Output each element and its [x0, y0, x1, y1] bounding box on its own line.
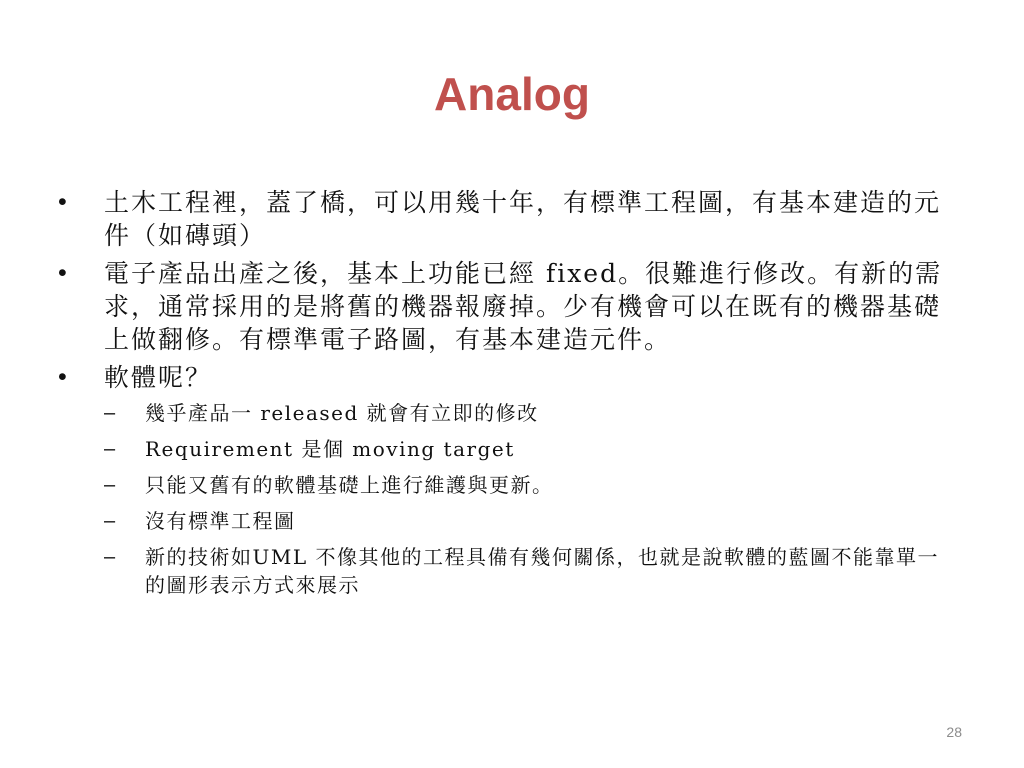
sub-bullet-marker: –: [104, 438, 117, 460]
sub-bullet-item: [104, 435, 958, 463]
sub-bullet-item: [104, 507, 958, 535]
sub-bullet-marker: –: [104, 510, 117, 532]
bullet-text: 土木工程裡，蓋了橋，可以用幾十年，有標準工程圖，有基本建造的元件（如磚頭）: [104, 188, 942, 250]
bullet-item: [58, 257, 958, 356]
slide-content: [58, 186, 958, 607]
bullet-item: [58, 361, 958, 394]
sub-bullet-marker: –: [104, 546, 117, 568]
page-number: 28: [946, 724, 962, 740]
sub-bullet-text: 只能又舊有的軟體基礎上進行維護與更新。: [145, 473, 554, 497]
sub-bullet-item: [104, 399, 958, 427]
sub-bullet-marker: –: [104, 402, 117, 424]
sub-bullet-item: [104, 471, 958, 499]
bullet-item: [58, 186, 958, 252]
bullet-text: 軟體呢？: [104, 363, 213, 392]
sub-bullet-text: Requirement 是個 moving target: [145, 437, 515, 461]
bullet-marker: •: [58, 363, 69, 391]
sub-bullet-text: 幾乎產品一 released 就會有立即的修改: [145, 401, 539, 425]
slide-title: Analog: [434, 68, 590, 120]
bullet-marker: •: [58, 188, 69, 216]
sub-bullet-text: 新的技術如UML 不像其他的工程具備有幾何關係，也就是說軟體的藍圖不能靠單一的圖形表示方式來展示: [145, 545, 939, 597]
sub-bullet-marker: –: [104, 474, 117, 496]
sub-bullet-item: [104, 543, 958, 599]
bullet-text: 電子產品出產之後，基本上功能已經 fixed。很難進行修改。有新的需求，通常採用的是將舊的機器報廢掉。少有機會可以在既有的機器基礎上做翻修。有標準電子路圖，有基本建造元件。: [104, 259, 943, 354]
sub-bullet-text: 沒有標準工程圖: [145, 509, 296, 533]
bullet-marker: •: [58, 259, 69, 287]
